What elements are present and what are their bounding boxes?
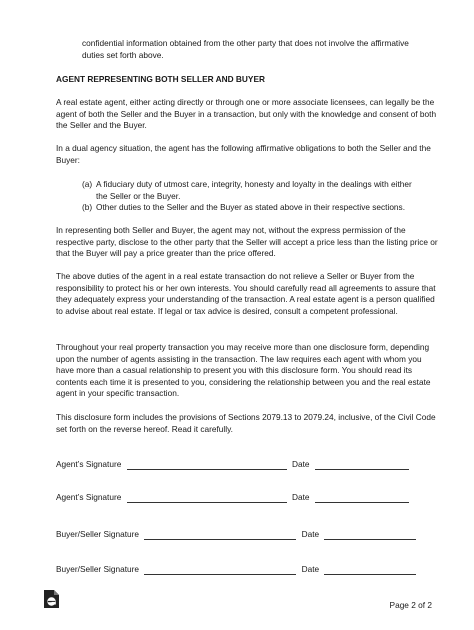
date-label: Date — [291, 492, 310, 502]
paragraph-representing-both: In representing both Seller and Buyer, the agent may not, without the express permission of the respective party, disclose to the other party that the Seller will accept a price less than the listing price or that the Buyer will pay a price greater than the price offered. — [56, 225, 438, 259]
date-label: Date — [291, 459, 310, 469]
date-label: Date — [301, 564, 320, 574]
signature-label: Buyer/Seller Signature — [56, 529, 140, 539]
signature-line[interactable] — [127, 460, 287, 470]
signature-label: Buyer/Seller Signature — [56, 564, 140, 574]
list-item-text: Other duties to the Seller and the Buyer as stated above in their respective sections. — [96, 202, 406, 213]
page-number: Page 2 of 2 — [389, 600, 432, 610]
paragraph-obligations: In a dual agency situation, the agent has the following affirmative obligations to both the Seller and the Buyer: — [56, 143, 431, 165]
date-label: Date — [301, 529, 320, 539]
paragraph-dual-agent: A real estate agent, either acting directly or through one or more associate licensees, can legally be the agent of both the Seller and the Buyer in a transaction, but only with the knowledge and consent of both the Seller and the Buyer. — [56, 97, 437, 131]
signature-line[interactable] — [127, 493, 287, 503]
signature-line[interactable] — [144, 530, 296, 540]
paragraph-disclosure-forms: Throughout your real property transaction you may receive more than one disclosure form, depending upon the number of agents assisting in the transaction. The law requires each agent with whom you have more than a casual relationship to present you with this disclosure form. You should read its contents each time it is presented to you, considering the relationship between you and the real estate agent in your specific transaction. — [56, 342, 431, 399]
signature-line[interactable] — [144, 565, 296, 575]
signature-row — [56, 528, 419, 542]
paragraph-civil-code: This disclosure form includes the provisions of Sections 2079.13 to 2079.24, inclusive, of the Civil Code set forth on the reverse hereof. Read it carefully. — [56, 412, 436, 434]
signature-row — [56, 563, 419, 577]
list-marker: (a) — [82, 179, 93, 189]
date-line[interactable] — [315, 460, 409, 470]
document-logo-icon — [40, 588, 62, 610]
list-item — [82, 202, 422, 214]
section-heading: AGENT REPRESENTING BOTH SELLER AND BUYER — [56, 74, 265, 84]
paragraph-duties: The above duties of the agent in a real estate transaction do not relieve a Seller or Buyer from the responsibility to protect his or her own interests. You should carefully read all agreements to assure that they adequately express your understanding of the transaction. A real estate agent is a person qualified to advise about real estate. If legal or tax advice is desired, consult a competent professional. — [56, 271, 436, 316]
date-line[interactable] — [324, 565, 416, 575]
list-item — [82, 179, 422, 202]
obligations-list — [82, 179, 422, 214]
continued-paragraph: confidential information obtained from the other party that does not involve the affirmative duties set forth above. — [82, 38, 409, 60]
date-line[interactable] — [315, 493, 409, 503]
signature-label: Agent’s Signature — [56, 492, 122, 502]
signature-row — [56, 491, 412, 505]
signature-row — [56, 458, 412, 472]
date-line[interactable] — [324, 530, 416, 540]
list-marker: (b) — [82, 202, 93, 213]
list-item-text: A fiduciary duty of utmost care, integrity, honesty and loyalty in the dealings with either the Seller or the Buyer. — [96, 179, 412, 201]
signature-label: Agent’s Signature — [56, 459, 122, 469]
